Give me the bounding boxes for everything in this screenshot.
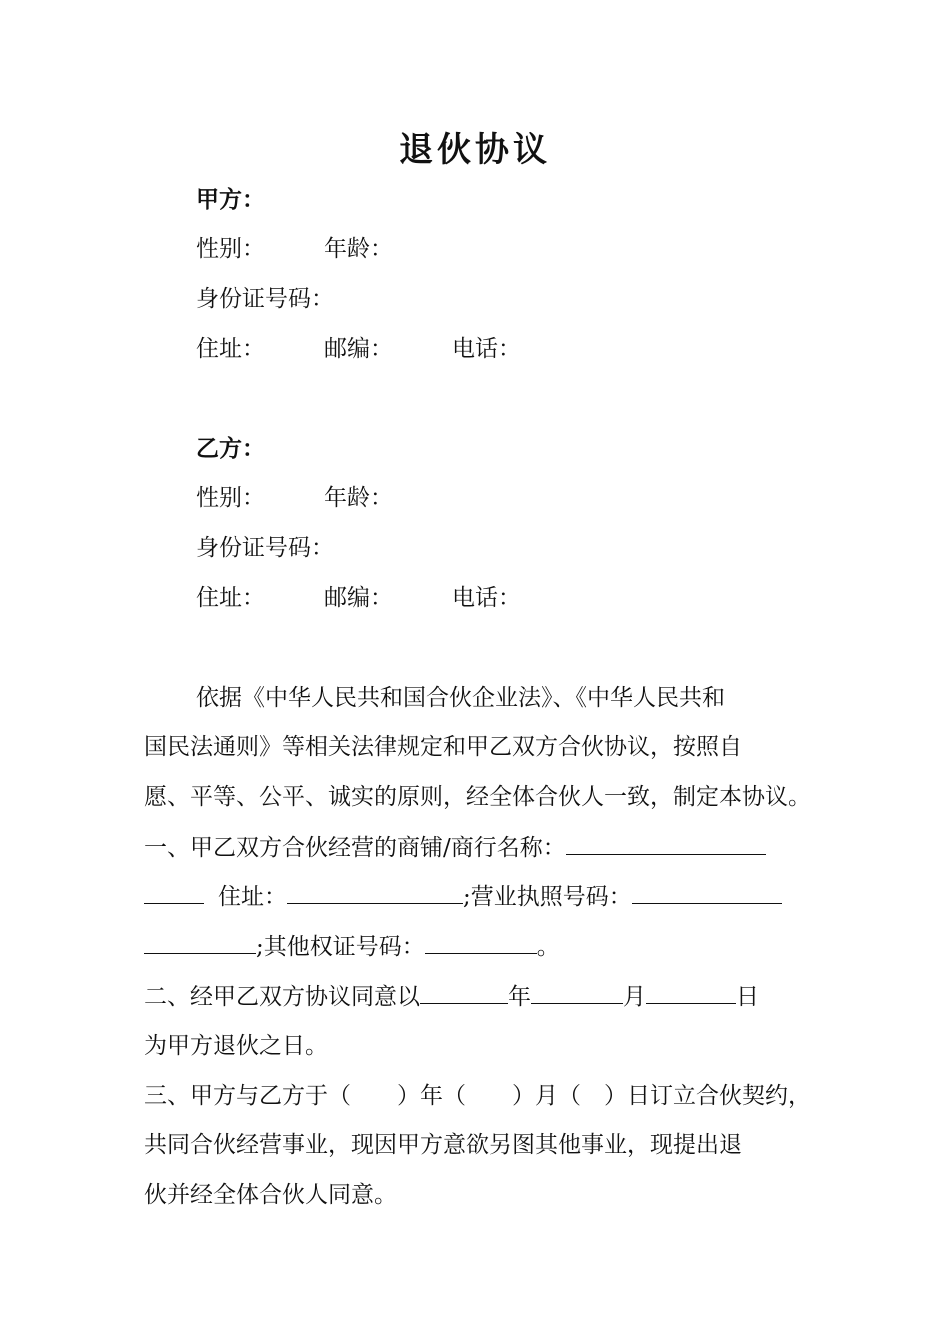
- shop-name-blank-continued[interactable]: [144, 881, 204, 904]
- clause-2-line-2: 为甲方退伙之日。: [144, 1033, 328, 1059]
- clause-3-line-2: 共同合伙经营事业，现因甲方意欲另图其他事业，现提出退: [144, 1132, 742, 1158]
- clause-1-address-label: 住址：: [218, 884, 287, 910]
- address-blank[interactable]: [287, 881, 463, 904]
- party-a-label: 甲方：: [196, 186, 265, 213]
- clause-2-month: 月: [623, 984, 646, 1010]
- party-a-id-number: 身份证号码：: [196, 286, 334, 312]
- party-a-age: 年龄：: [324, 236, 393, 262]
- party-b-age: 年龄：: [324, 485, 393, 511]
- clause-2-line-1: [144, 981, 814, 1012]
- clause-2-day: 日: [736, 984, 759, 1010]
- withdraw-day-blank[interactable]: [646, 981, 736, 1004]
- withdraw-month-blank[interactable]: [531, 981, 623, 1004]
- clause-1-line-1: [144, 832, 814, 863]
- party-b-gender: 性别：: [196, 485, 265, 511]
- document-title: 退伙协议: [399, 130, 551, 170]
- party-a-postcode: 邮编：: [324, 336, 393, 362]
- clause-1-license-label: ;营业执照号码：: [463, 884, 632, 910]
- clause-1-end: 。: [536, 934, 560, 960]
- withdraw-year-blank[interactable]: [420, 981, 508, 1004]
- party-b-address-row: [196, 583, 521, 613]
- clause-2-start: 二、经甲乙双方协议同意以: [144, 984, 420, 1010]
- license-number-blank-continued[interactable]: [144, 931, 256, 954]
- party-b-label: 乙方：: [196, 435, 265, 462]
- clause-1-shop-name-label: 一、甲乙双方合伙经营的商铺/商行名称：: [144, 835, 566, 861]
- party-b-gender-row: [196, 483, 393, 513]
- preamble-line-3: 愿、平等、公平、诚实的原则，经全体合伙人一致，制定本协议。: [144, 784, 811, 810]
- party-a-phone: 电话：: [452, 336, 521, 362]
- party-a-address: 住址：: [196, 336, 265, 362]
- party-b-id-number: 身份证号码：: [196, 535, 334, 561]
- party-b-postcode: 邮编：: [324, 585, 393, 611]
- party-a-address-row: [196, 334, 521, 364]
- other-cert-number-blank[interactable]: [425, 931, 537, 954]
- preamble-line-1: 依据《中华人民共和国合伙企业法》、《中华人民共和: [196, 685, 725, 711]
- preamble-line-2: 国民法通则》等相关法律规定和甲乙双方合伙协议，按照自: [144, 734, 742, 760]
- party-b-address: 住址：: [196, 585, 265, 611]
- party-a-gender: 性别：: [196, 236, 265, 262]
- shop-name-blank[interactable]: [566, 832, 766, 855]
- party-a-gender-row: [196, 234, 393, 264]
- party-b-phone: 电话：: [452, 585, 521, 611]
- clause-1-other-cert-label: ;其他权证号码：: [256, 934, 425, 960]
- license-number-blank[interactable]: [632, 881, 782, 904]
- clause-2-year: 年: [508, 984, 531, 1010]
- clause-3-line-3: 伙并经全体合伙人同意。: [144, 1182, 397, 1208]
- clause-3-line-1: 三、甲方与乙方于（ ）年（ ）月（ ）日订立合伙契约，: [144, 1083, 811, 1109]
- clause-1-line-3: [144, 931, 814, 962]
- clause-1-line-2: [144, 881, 814, 912]
